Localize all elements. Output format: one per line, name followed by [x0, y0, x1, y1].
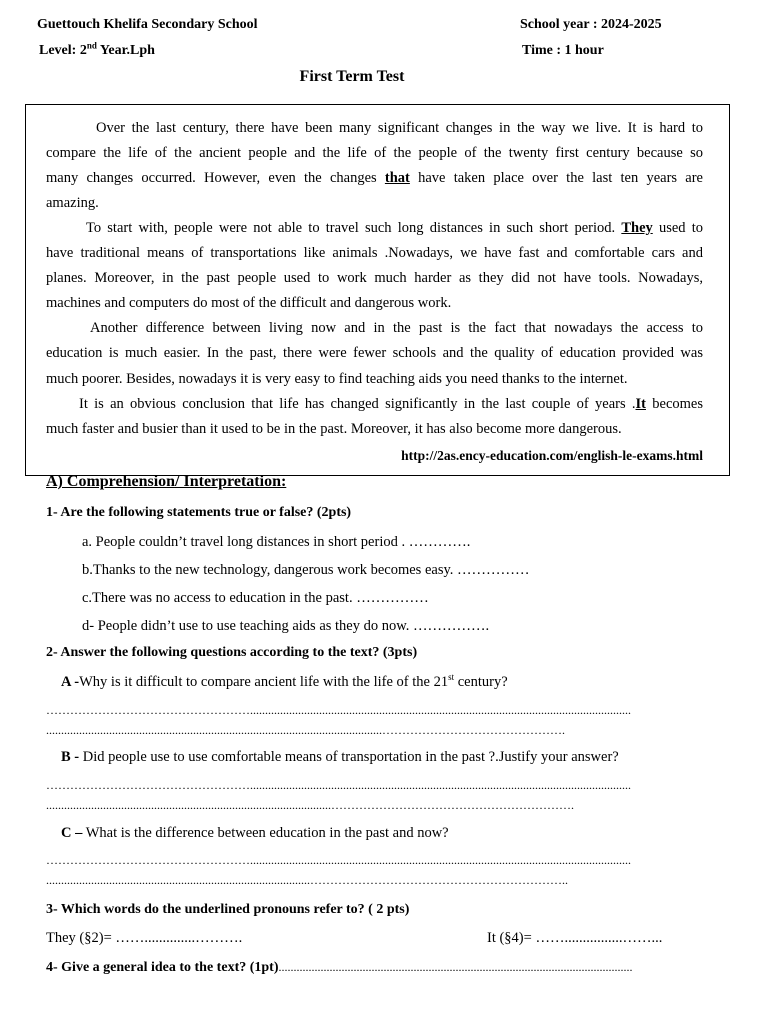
underlined-pronoun-it: It [635, 396, 646, 412]
passage-p2-line: machines and computers do most of the difficult and dangerous work. [46, 295, 452, 311]
level: Level: 2nd Year.Lph [39, 40, 155, 58]
answer-line[interactable]: ................................................................................................................………………………………………. [46, 723, 565, 737]
passage-p3-line: much poorer. Besides, nowadays it is very easy to find teaching aids you need thanks to the internet. [46, 371, 628, 387]
true-false-item[interactable]: c.There was no access to education in the past. …………… [82, 590, 429, 606]
source-link[interactable]: http://2as.ency-education.com/english-le-exams.html [401, 448, 703, 463]
passage-p4-line: It is an obvious conclusion that life has changed significantly in the last couple of years .It becomes [79, 396, 703, 412]
question-2-title: 2- Answer the following questions according to the text? (3pts) [46, 645, 418, 660]
question-4: 4- Give a general idea to the text? (1pt)...................................................................................................................... [46, 960, 633, 975]
question-1-title: 1- Are the following statements true or false? (2pts) [46, 505, 352, 520]
true-false-item[interactable]: a. People couldn’t travel long distances in short period . …………. [82, 534, 471, 550]
pronoun-answer-it[interactable]: It (§4)= ……................……... [487, 930, 663, 946]
true-false-item[interactable]: d- People didn’t use to use teaching aids as they do now. ……………. [82, 618, 490, 634]
true-false-item[interactable]: b.Thanks to the new technology, dangerous work becomes easy. …………… [82, 562, 530, 578]
passage-p3-line: Another difference between living now and in the past is the fact that nowadays the access to [90, 320, 703, 336]
time-limit: Time : 1 hour [522, 43, 604, 58]
question-3-title: 3- Which words do the underlined pronouns refer to? ( 2 pts) [46, 902, 410, 917]
section-heading: A) Comprehension/ Interpretation: [46, 473, 287, 490]
passage-p1-line: many changes occurred. However, even the changes that have taken place over the last ten years are [46, 170, 703, 186]
page-title: First Term Test [299, 68, 405, 85]
answer-line[interactable]: ........................................................................................……………………………………………………….. [46, 873, 568, 887]
passage-p2-line: planes. Moreover, in the past people used to work much harder as they did not have tools. Nowadays, [46, 270, 703, 286]
answer-line[interactable]: ……………………………………………............................................................................................................................... [46, 778, 631, 792]
passage-p2-line: have traditional means of transportations like animals .Nowadays, we have fast and comfortable cars and [46, 245, 703, 261]
question-2a: A -Why is it difficult to compare ancient life with the life of the 21st century? [61, 672, 508, 690]
passage-p4-line: much faster and busier than it used to be in the past. Moreover, it has also become more dangerous. [46, 421, 622, 437]
answer-line[interactable]: ……………………………………………............................................................................................................................... [46, 703, 631, 717]
answer-line[interactable]: ...................................................................................................................... [278, 960, 633, 974]
passage-p3-line: education is much easier. In the past, there were fewer schools and the quality of education provided was [46, 345, 703, 361]
pronoun-answer-they[interactable]: They (§2)= ……..............………. [46, 930, 243, 946]
answer-line[interactable]: ...............................................................................................……………………………………………………. [46, 798, 574, 812]
passage-p1-line: Over the last century, there have been many significant changes in the way we live. It is hard to [96, 120, 703, 136]
school-year: School year : 2024-2025 [520, 17, 662, 32]
underlined-pronoun-that: that [384, 170, 410, 186]
question-2c: C – What is the difference between education in the past and now? [61, 825, 449, 841]
question-2b: B - Did people use to use comfortable means of transportation in the past ?.Justify your answer? [61, 749, 619, 765]
underlined-pronoun-they: They [621, 220, 653, 236]
passage-p2-line: To start with, people were not able to travel such long distances in such short period. They used to [86, 220, 703, 236]
passage-p1-line: amazing. [46, 195, 99, 211]
school-name: Guettouch Khelifa Secondary School [37, 17, 258, 32]
passage-p1-line: compare the life of the ancient people and the life of the people of the twenty first century because so [46, 145, 703, 161]
answer-line[interactable]: ……………………………………………............................................................................................................................... [46, 853, 631, 867]
